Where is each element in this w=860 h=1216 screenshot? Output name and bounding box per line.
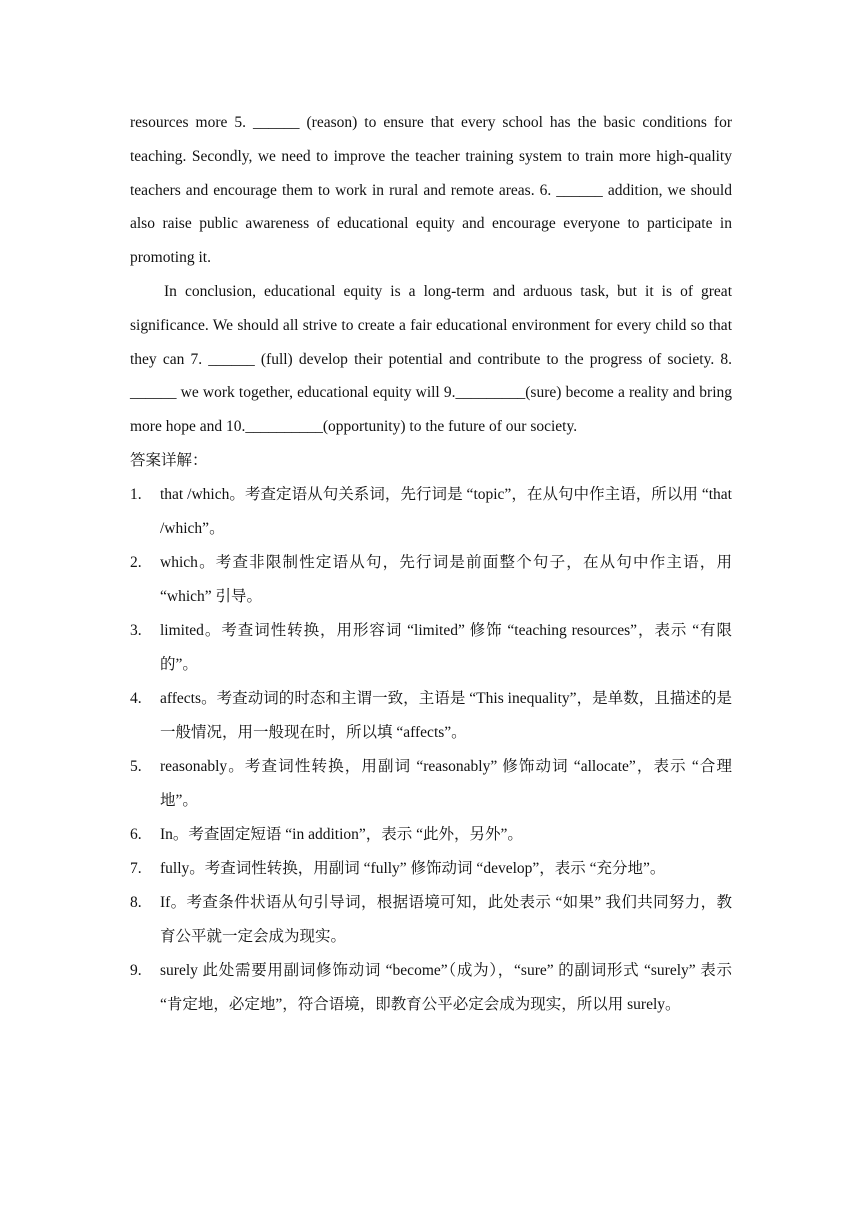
answer-item	[130, 478, 732, 546]
answer-text: affects。考查动词的时态和主谓一致，主语是 “This inequality”，是单数，且描述的是一般情况，用一般现在时，所以填 “affects”。	[160, 689, 732, 741]
answer-text: In。考查固定短语 “in addition”，表示 “此外，另外”。	[160, 825, 523, 843]
answer-number: 9.	[130, 961, 142, 979]
answer-text: If。考查条件状语从句引导词，根据语境可知，此处表示 “如果” 我们共同努力，教育公平就一定会成为现实。	[160, 893, 732, 945]
answer-item	[130, 886, 732, 954]
answer-number: 6.	[130, 825, 142, 843]
passage-paragraph-2: In conclusion, educational equity is a long-term and arduous task, but it is of great significance. We should all strive to create a fair educational environment for every child so that they can 7. ______ (full) develop their potential and contribute to the progress of society. 8. ______ we work together, educational equity will 9._________(sure) become a reality and bring more hope and 10.__________(opportunity) to the future of our society.	[130, 282, 732, 436]
answer-item	[130, 682, 732, 750]
answer-item	[130, 546, 732, 614]
answer-item	[130, 614, 732, 682]
answer-number: 2.	[130, 553, 142, 571]
answer-number: 3.	[130, 621, 142, 639]
answers-heading: 答案详解：	[130, 451, 208, 469]
answer-item	[130, 750, 732, 818]
document-content	[130, 106, 732, 1022]
answers-list	[130, 478, 732, 1022]
answer-item	[130, 954, 732, 1022]
answer-text: which。考查非限制性定语从句，先行词是前面整个句子，在从句中作主语，用 “which” 引导。	[160, 553, 732, 605]
answer-number: 1.	[130, 485, 142, 503]
answer-text: fully。考查词性转换，用副词 “fully” 修饰动词 “develop”，表示 “充分地”。	[160, 859, 666, 877]
answer-number: 8.	[130, 893, 142, 911]
answer-number: 5.	[130, 757, 142, 775]
passage-paragraph-1: resources more 5. ______ (reason) to ensure that every school has the basic conditions for teaching. Secondly, we need to improve the teacher training system to train more high-quality teachers and encourage them to work in rural and remote areas. 6. ______ addition, we should also raise public awareness of educational equity and encourage everyone to participate in promoting it.	[130, 114, 732, 267]
answer-item	[130, 818, 732, 852]
answer-text: that /which。考查定语从句关系词，先行词是 “topic”，在从句中作主语，所以用 “that /which”。	[160, 485, 732, 537]
answer-text: limited。考查词性转换，用形容词 “limited” 修饰 “teaching resources”，表示 “有限的”。	[160, 621, 732, 673]
answer-text: surely 此处需要用副词修饰动词 “become”（成为），“sure” 的副词形式 “surely” 表示 “肯定地，必定地”，符合语境，即教育公平必定会成为现实，所以用 surely。	[160, 961, 732, 1013]
answer-text: reasonably。考查词性转换，用副词 “reasonably” 修饰动词 “allocate”，表示 “合理地”。	[160, 757, 732, 809]
answer-number: 4.	[130, 689, 142, 707]
answer-item	[130, 852, 732, 886]
answer-number: 7.	[130, 859, 142, 877]
